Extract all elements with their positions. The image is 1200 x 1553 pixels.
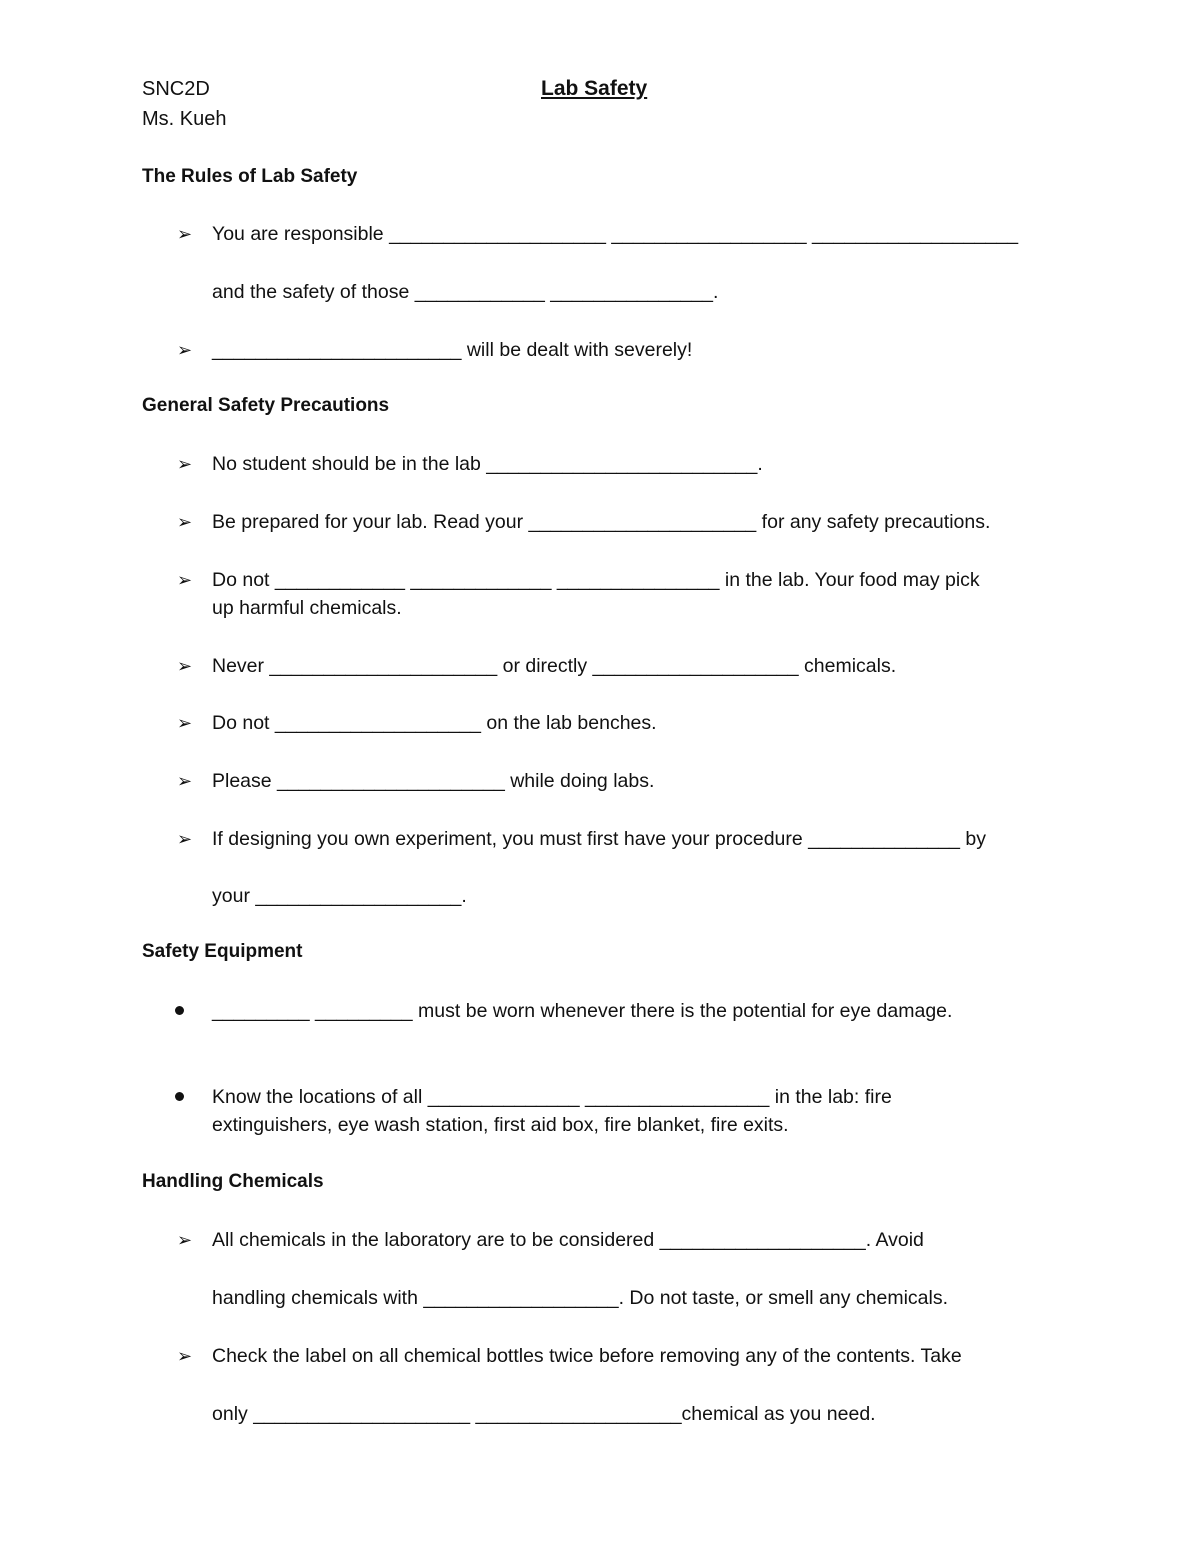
equipment-bullet-1: _________ _________ must be worn whenever there is the potential for eye damage. bbox=[212, 1000, 953, 1022]
rules-bullet-1-line-2: and the safety of those ____________ _______________. bbox=[212, 281, 719, 303]
section-heading-chemicals: Handling Chemicals bbox=[142, 1171, 324, 1192]
section-heading-equipment: Safety Equipment bbox=[142, 941, 303, 962]
arrow-bullet-icon: ➢ bbox=[177, 713, 193, 733]
dot-bullet-icon bbox=[175, 1006, 184, 1015]
general-bullet-7-line-1: If designing you own experiment, you must first have your procedure ______________ by bbox=[212, 828, 986, 850]
section-heading-general: General Safety Precautions bbox=[142, 395, 390, 416]
chemicals-bullet-1-line-2: handling chemicals with __________________. Do not taste, or smell any chemicals. bbox=[212, 1287, 949, 1309]
general-bullet-5: Do not ___________________ on the lab benches. bbox=[212, 712, 657, 734]
general-bullet-6: Please _____________________ while doing labs. bbox=[212, 770, 655, 792]
general-bullet-4: Never _____________________ or directly ___________________ chemicals. bbox=[212, 655, 897, 677]
equipment-bullet-2-line-2: extinguishers, eye wash station, first aid box, fire blanket, fire exits. bbox=[212, 1114, 789, 1136]
general-bullet-2: Be prepared for your lab. Read your _____________________ for any safety precautions. bbox=[212, 511, 991, 533]
page-title: Lab Safety bbox=[541, 77, 648, 100]
arrow-bullet-icon: ➢ bbox=[177, 771, 193, 791]
arrow-bullet-icon: ➢ bbox=[177, 512, 193, 532]
general-bullet-7-line-2: your ___________________. bbox=[212, 885, 467, 907]
course-code: SNC2D bbox=[142, 78, 210, 100]
chemicals-bullet-1-line-1: All chemicals in the laboratory are to be considered ___________________. Avoid bbox=[212, 1229, 924, 1251]
chemicals-bullet-2-line-2: only ____________________ ___________________chemical as you need. bbox=[212, 1403, 876, 1425]
arrow-bullet-icon: ➢ bbox=[177, 1346, 193, 1366]
equipment-bullet-2-line-1: Know the locations of all ______________ _________________ in the lab: fire bbox=[212, 1086, 892, 1108]
general-bullet-3-line-2: up harmful chemicals. bbox=[212, 597, 402, 619]
arrow-bullet-icon: ➢ bbox=[177, 454, 193, 474]
teacher-name: Ms. Kueh bbox=[142, 108, 227, 130]
chemicals-bullet-2-line-1: Check the label on all chemical bottles twice before removing any of the contents. Take bbox=[212, 1345, 962, 1367]
rules-bullet-1-line-1: You are responsible ____________________ __________________ ___________________ bbox=[212, 223, 1019, 245]
section-heading-rules: The Rules of Lab Safety bbox=[142, 166, 358, 187]
arrow-bullet-icon: ➢ bbox=[177, 656, 193, 676]
general-bullet-3-line-1: Do not ____________ _____________ _______________ in the lab. Your food may pick bbox=[212, 569, 980, 591]
arrow-bullet-icon: ➢ bbox=[177, 224, 193, 244]
arrow-bullet-icon: ➢ bbox=[177, 570, 193, 590]
arrow-bullet-icon: ➢ bbox=[177, 1230, 193, 1250]
dot-bullet-icon bbox=[175, 1092, 184, 1101]
general-bullet-1: No student should be in the lab _________________________. bbox=[212, 453, 763, 475]
rules-bullet-2: _______________________ will be dealt with severely! bbox=[212, 339, 693, 361]
arrow-bullet-icon: ➢ bbox=[177, 829, 193, 849]
arrow-bullet-icon: ➢ bbox=[177, 340, 193, 360]
